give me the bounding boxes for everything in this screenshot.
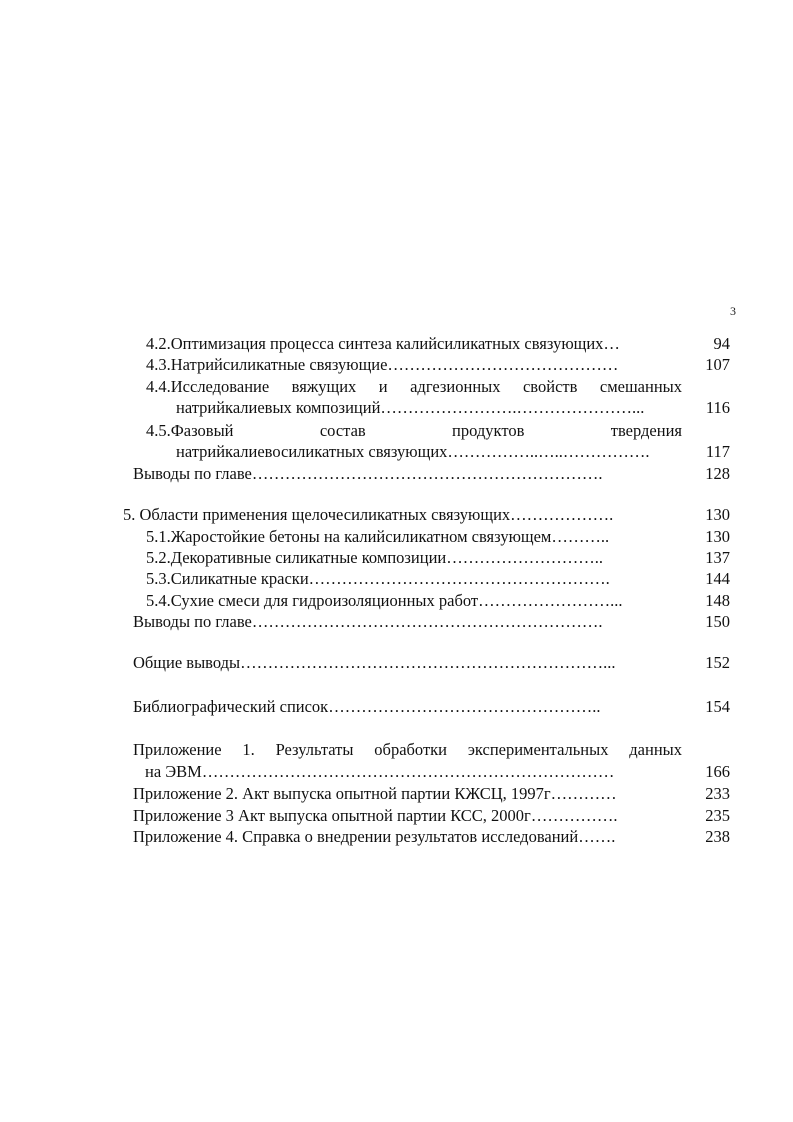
toc-entry-title: Приложение 2. Акт выпуска опытной партии КЖСЦ, 1997г…………: [133, 784, 617, 803]
toc-entry-title: 5.4.Сухие смеси для гидроизоляционных работ……………………...: [146, 591, 623, 610]
toc-entry-page: 148: [705, 591, 730, 610]
toc-entry-4-4: [146, 376, 730, 420]
toc-entry-appendix-1: [133, 739, 730, 783]
toc-entry-title: 5. Области применения щелочесиликатных связующих……………….: [123, 505, 614, 524]
toc-entry-title: 4.3.Натрийсиликатные связующие……………………………………: [146, 355, 619, 374]
toc-entry-title-continued: натрийкалиевосиликатных связующих……………..…..…………….: [176, 442, 650, 461]
toc-entry-4-5: [146, 420, 730, 464]
toc-entry-page: 144: [705, 569, 730, 588]
toc-entry-title: 5.1.Жаростойкие бетоны на калийсиликатном связующем………..: [146, 527, 610, 546]
toc-entry-page: 117: [705, 442, 730, 461]
toc-entry-page: 233: [705, 784, 730, 803]
toc-entry-title: Приложение 3 Акт выпуска опытной партии КСС, 2000г…………….: [133, 806, 618, 825]
toc-entry-page: 107: [705, 355, 730, 374]
toc-entry-page: 137: [705, 548, 730, 567]
toc-entry-title: Библиографический список…………………………………………..: [133, 697, 601, 716]
toc-entry-page: 238: [705, 827, 730, 846]
toc-entry-title: 4.5.Фазовый состав продуктов твердения: [146, 421, 682, 440]
toc-entry-title: Приложение 4. Справка о внедрении результатов исследований…….: [133, 827, 616, 846]
toc-entry-page: 94: [713, 334, 730, 353]
toc-entry-title: Приложение 1. Результаты обработки экспериментальных данных: [133, 740, 682, 759]
toc-entry-page: 130: [705, 527, 730, 546]
toc-entry-title: 5.3.Силикатные краски……………………………………………….: [146, 569, 610, 588]
toc-entry-page: 130: [705, 505, 730, 524]
toc-entry-page: 166: [705, 762, 730, 781]
toc-entry-title-continued: на ЭВМ…………………………………………………………………: [145, 762, 615, 781]
toc-entry-title: 4.2.Оптимизация процесса синтеза калийсиликатных связующих…: [146, 334, 620, 353]
toc-entry-title: 5.2.Декоративные силикатные композиции………………………..: [146, 548, 603, 567]
toc-entry-page: 152: [705, 653, 730, 672]
toc-entry-page: 154: [705, 697, 730, 716]
toc-entry-page: 150: [705, 612, 730, 631]
toc-entry-title: 4.4.Исследование вяжущих и адгезионных свойств смешанных: [146, 377, 682, 396]
page-number: 3: [730, 304, 736, 318]
toc-entry-page: 128: [705, 464, 730, 483]
toc-entry-title: Выводы по главе……………………………………………………….: [133, 612, 603, 631]
toc-entry-title: Выводы по главе……………………………………………………….: [133, 464, 603, 483]
toc-entry-page: 116: [705, 398, 730, 417]
toc-entry-title: Общие выводы…………………………………………………………...: [133, 653, 616, 672]
toc-entry-page: 235: [705, 806, 730, 825]
toc-entry-title-continued: натрийкалиевых композиций…………………….…………………...: [176, 398, 645, 417]
